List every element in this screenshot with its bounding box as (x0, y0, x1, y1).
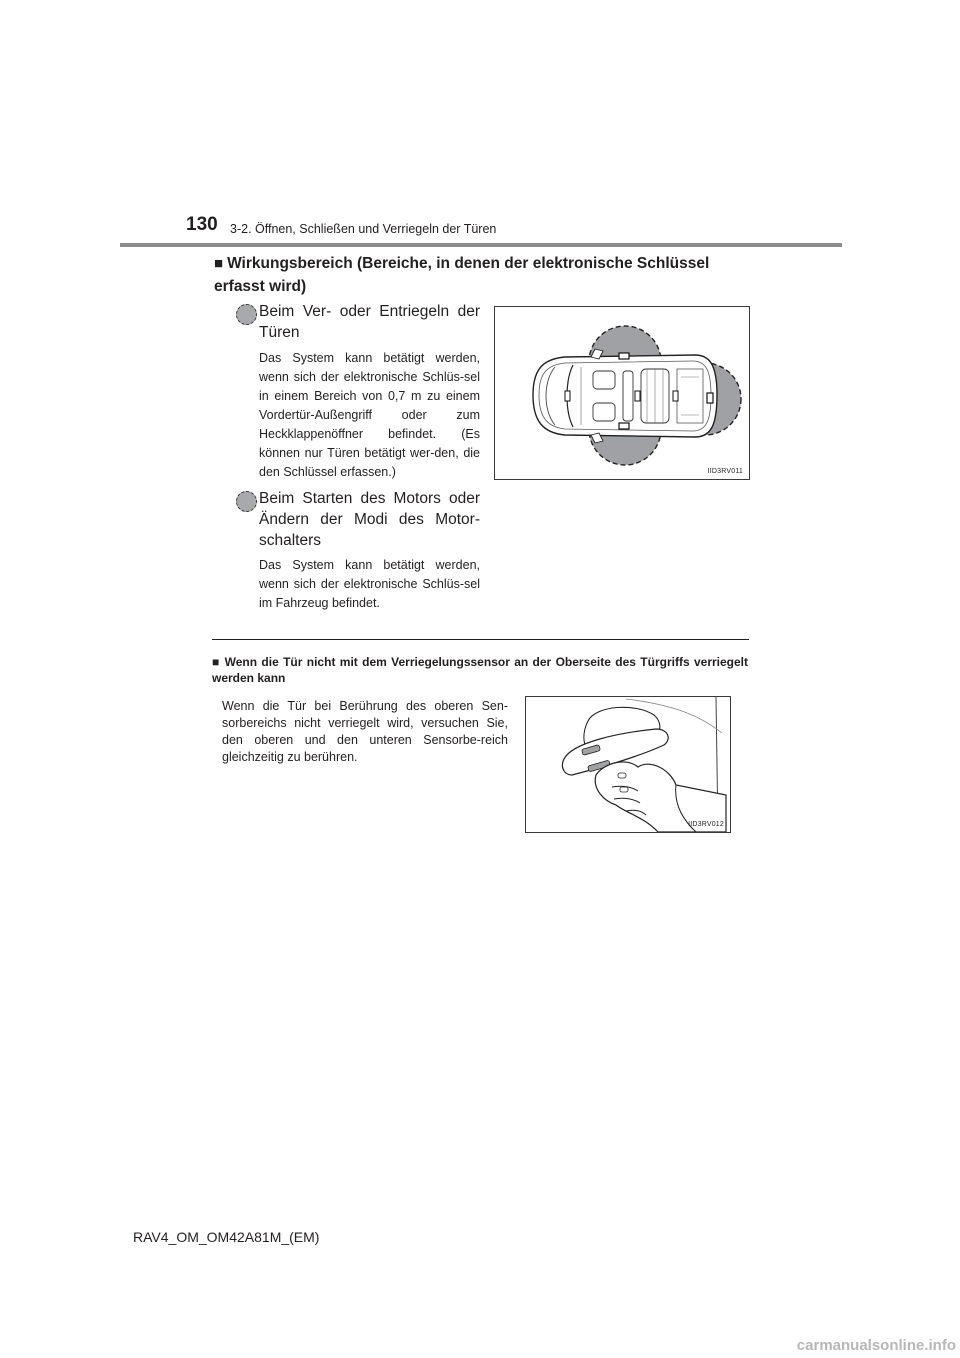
antenna-center-icon (635, 391, 640, 401)
detection-zone-bullet-icon (236, 491, 257, 512)
hand-on-door-handle-illustration (526, 697, 730, 832)
square-bullet-icon: ■ (212, 655, 221, 669)
item-2-body: Das System kann betätigt werden, wenn sich der elektronische Schlüs-sel im Fahrzeug befindet. (259, 558, 480, 610)
car-top-view-illustration (495, 307, 749, 479)
antenna-front-left-icon (619, 353, 629, 359)
antenna-front-right-icon (619, 423, 629, 429)
figure-1-code: IID3RV011 (707, 468, 743, 475)
detection-zone-bullet-icon (236, 304, 257, 325)
watermark: carmanualsonline.info (796, 1337, 956, 1354)
header-rule (120, 243, 842, 247)
antenna-front-icon (565, 391, 570, 401)
antenna-rear-icon (707, 393, 713, 403)
block-heading (214, 252, 749, 298)
section-title: 3-2. Öffnen, Schließen und Verriegeln der Türen (230, 222, 497, 236)
figure-2-code: IID3RV012 (688, 821, 724, 828)
note-separator (212, 639, 749, 640)
note-body: Wenn die Tür bei Berührung des oberen Sen-sorbereichs nicht verriegelt wird, versuchen Sie, den oberen und den unteren Sensorbe-reich gleichzeitig zu berühren. (222, 699, 508, 764)
square-bullet-icon: ■ (214, 255, 224, 272)
item-1-title: Beim Ver- oder Entriegeln der Türen (259, 303, 480, 341)
item-2-title: Beim Starten des Motors oder Ändern der Modi des Motor-schalters (259, 490, 480, 549)
block-heading-text: Wirkungsbereich (Bereiche, in denen der elektronische Schlüssel erfasst wird) (214, 255, 710, 295)
note-heading (212, 654, 748, 686)
footer-model-code: RAV4_OM_OM42A81M_(EM) (133, 1229, 320, 1245)
door-handle-figure (525, 696, 731, 833)
antenna-cargo-icon (673, 391, 678, 401)
item-1-body: Das System kann betätigt werden, wenn sich der elektronische Schlüs-sel in einem Bereich von 0,7 m zu einem Vordertür-Außengriff oder zum Heckklappenöffner befindet. (Es können nur Türen betätigt wer-den, die den Schlüssel erfassen.) (259, 351, 480, 479)
page-number: 130 (186, 214, 218, 235)
detection-range-figure (494, 306, 750, 480)
note-heading-text: Wenn die Tür nicht mit dem Verriegelungssensor an der Oberseite des Türgriffs verriegelt werden kann (212, 655, 749, 685)
